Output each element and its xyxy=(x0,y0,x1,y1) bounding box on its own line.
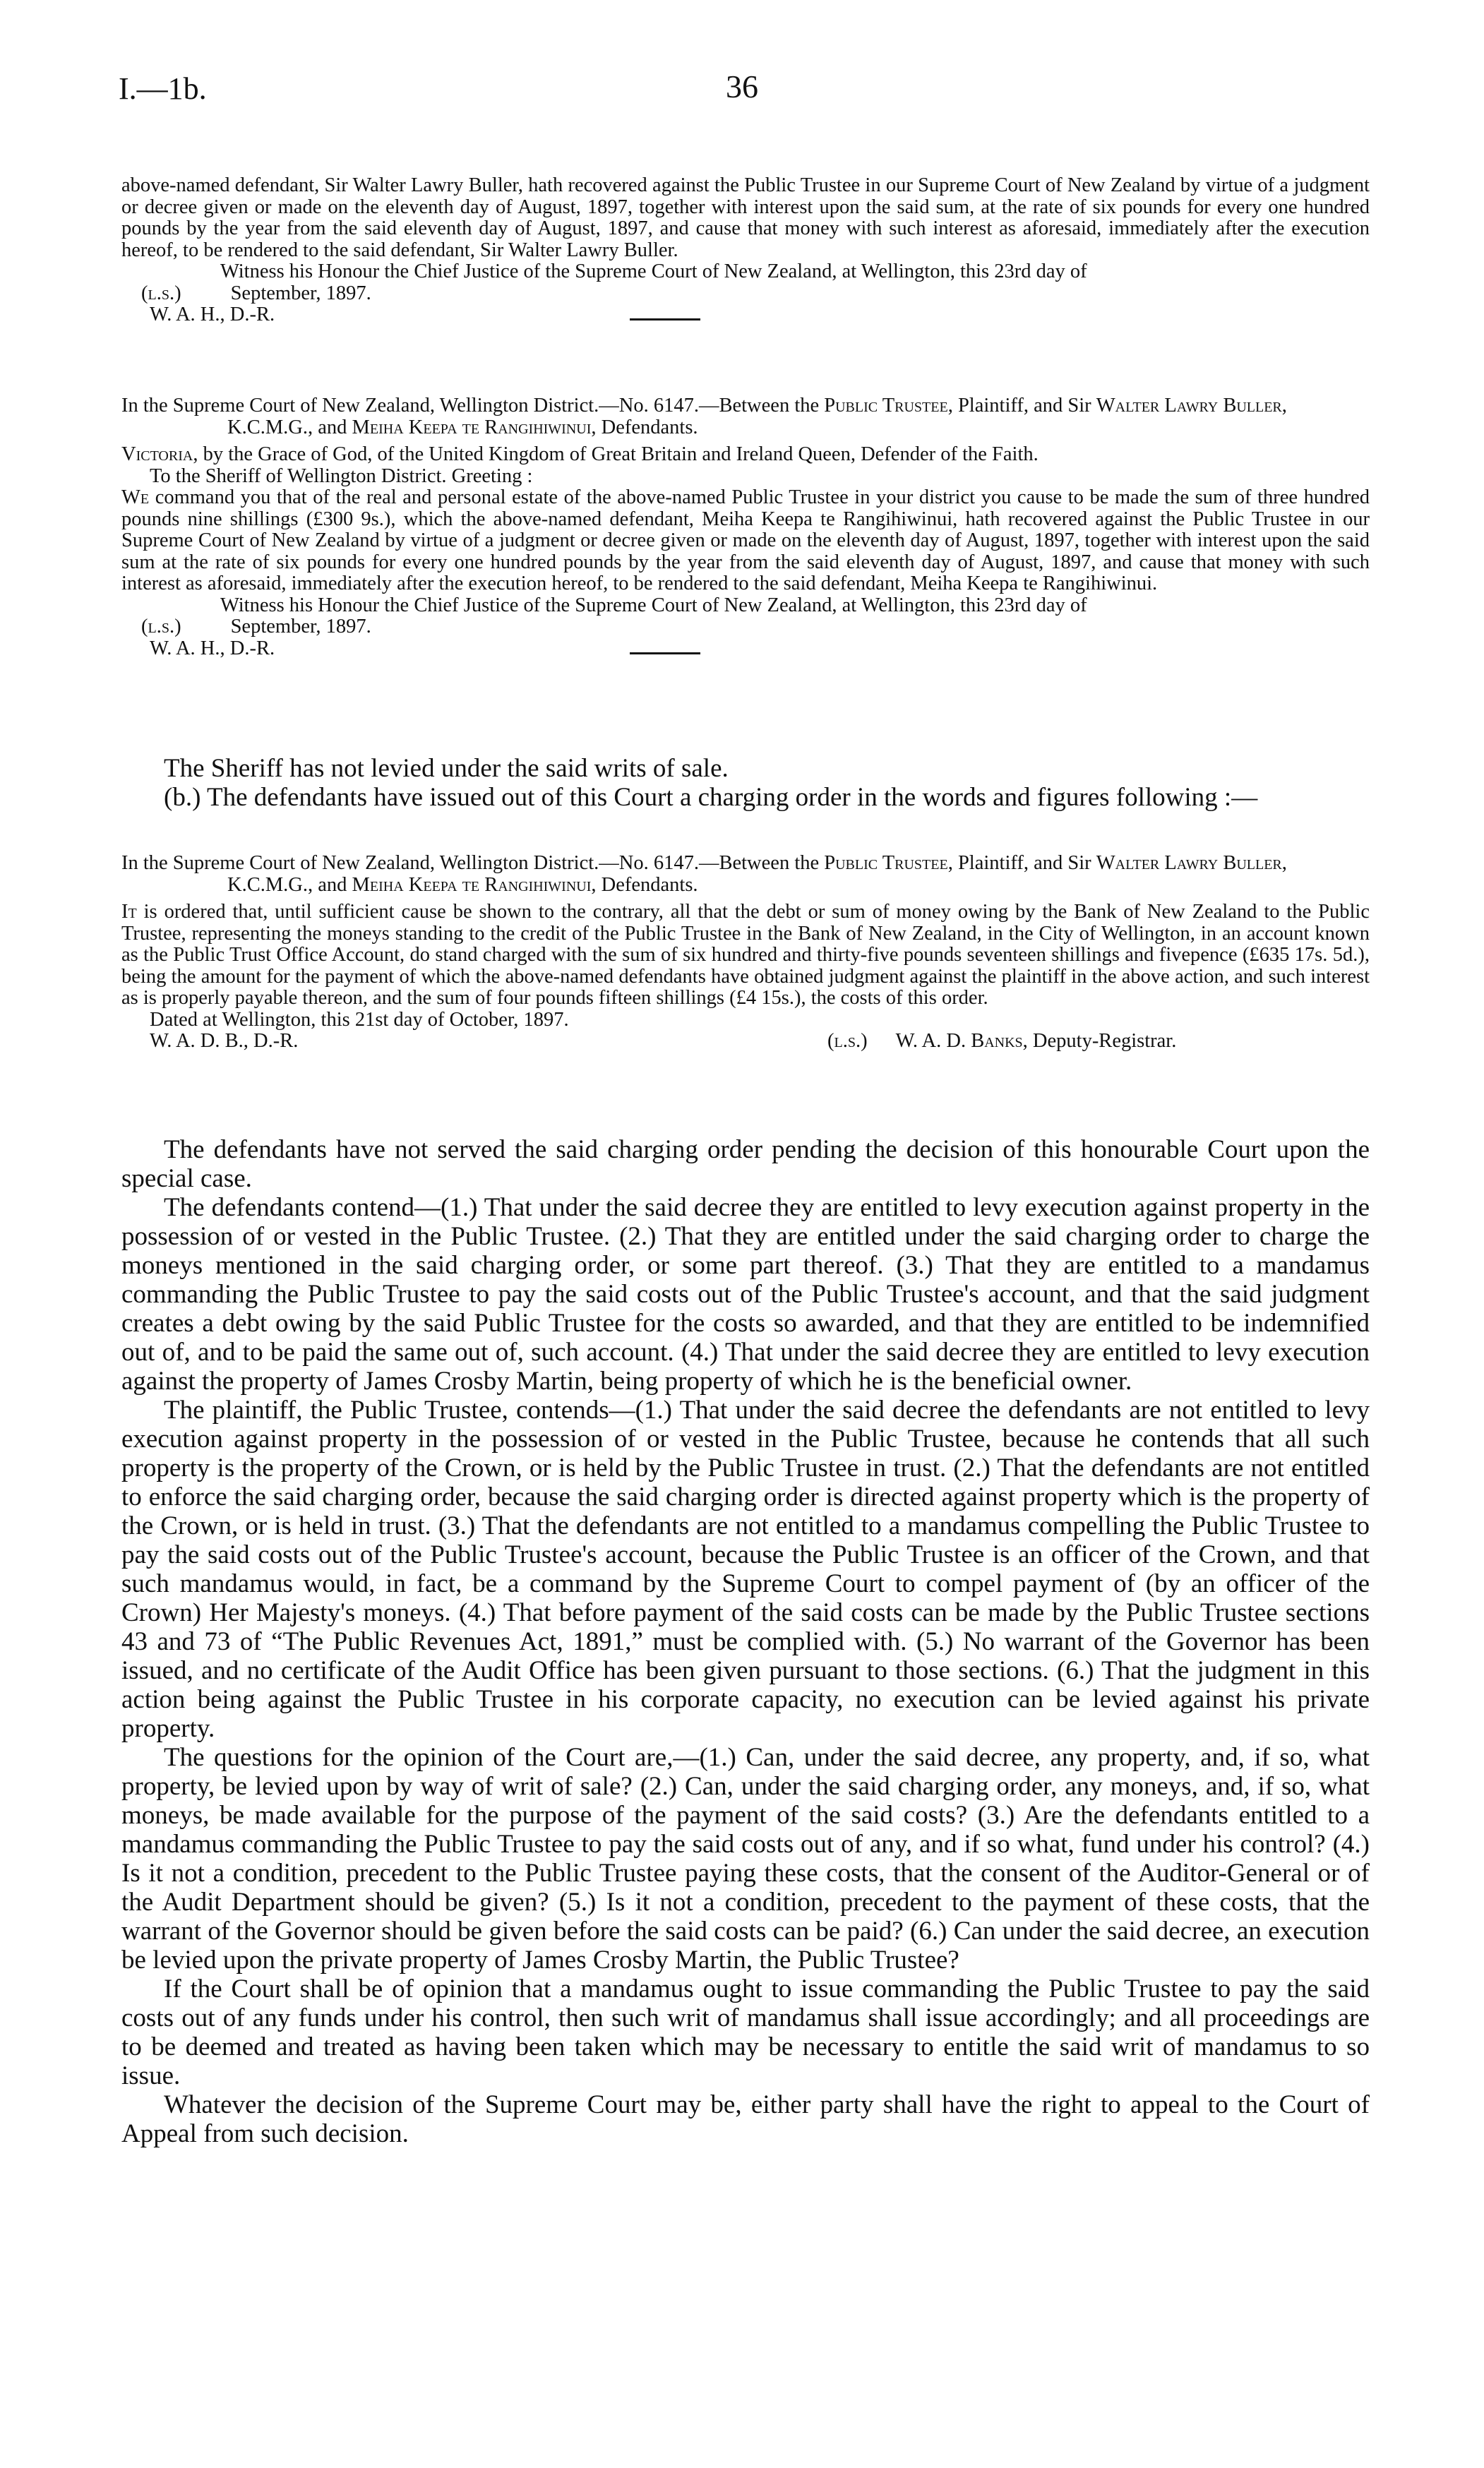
paragraph-mandamus: If the Court shall be of opinion that a mandamus ought to issue commanding the Public Trustee to pay the said costs out of any funds under his control, then such writ of mandamus shall issue accordingly; and all proceedings are to be deemed and treated as having been taken which may be necessary to entitle the said writ of mandamus to so issue. xyxy=(121,1975,1370,2090)
paragraph-defendants-contend: The defendants contend—(1.) That under the said decree they are entitled to levy execution against property in the possession of or vested in the Public Trustee. (2.) That they are entitled under the said charging order to charge the moneys mentioned in the said charging order, or some part thereof. (3.) That they are entitled to a mandamus commanding the Public Trustee to pay the said costs out of the Public Trustee's account, and that the said judgment creates a debt owing by the said Public Trustee for the costs so awarded, and that they are entitled to be indemnified out of, and to be paid the same out of, such account. (4.) That under the said decree they are entitled to levy execution against the property of James Crosby Martin, being property of which he is the beneficial owner. xyxy=(121,1193,1370,1396)
writ-body: We command you that of the real and personal estate of the above-named Public Trustee in your district you cause to be made the sum of three hundred pounds nine shillings (£300 9s.), which the above-named defendant, Meiha Keepa te Rangihiwinui, hath recovered against the Public Trustee in our Supreme Court of New Zealand by virtue of a judgment or decree given or made on the eleventh day of August, 1897, together with interest upon the said sum at the rate of six pounds for every one hundred pounds by the year from the said eleventh day of August, 1897, and cause that money with such interest as aforesaid, immediately after the execution hereof, to be rendered to the said defendant, Meiha Keepa te Rangihiwinui. xyxy=(121,486,1370,594)
charging-order-intro: (b.) The defendants have issued out of this Court a charging order in the words and figures following :— xyxy=(164,783,1258,812)
writ-preamble: Victoria, by the Grace of God, of the United Kingdom of Great Britain and Ireland Queen, Defender of the Faith. xyxy=(121,443,1039,465)
case-caption: In the Supreme Court of New Zealand, Wellington District.—No. 6147.—Between the Public Trustee, Plaintiff, and Sir Walter Lawry Buller, K.C.M.G., and Meiha Keepa te Rangihiwinui, Defendants. xyxy=(121,852,1287,896)
page-number: 36 xyxy=(726,68,758,104)
charging-order xyxy=(121,853,1370,1053)
paragraph-not-served: The defendants have not served the said charging order pending the decision of this honourable Court upon the special case. xyxy=(121,1135,1370,1193)
witness-clause: Witness his Honour the Chief Justice of the Supreme Court of New Zealand, at Wellington, this 23rd day of xyxy=(220,260,1087,282)
witness-clause: Witness his Honour the Chief Justice of the Supreme Court of New Zealand, at Wellington, this 23rd day of xyxy=(220,594,1087,616)
divider xyxy=(630,652,700,654)
case-caption: In the Supreme Court of New Zealand, Wellington District.—No. 6147.—Between the Public Trustee, Plaintiff, and Sir Walter Lawry Buller, K.C.M.G., and Meiha Keepa te Rangihiwinui, Defendants. xyxy=(121,395,1287,438)
seal-mark: (l.s.) xyxy=(141,282,181,304)
paragraph-plaintiff-contends: The plaintiff, the Public Trustee, contends—(1.) That under the said decree the defendants are not entitled to levy execution against property in the possession of or vested in the Public Trustee, because he contends that all such property is the property of the Crown, or is held by the Public Trustee in trust. (2.) That the defendants are not entitled to enforce the said charging order, because the said charging order is directed against property which is the property of the Crown, or is held in trust. (3.) That the defendants are not entitled to a mandamus compelling the Public Trustee to pay the said costs out of the Public Trustee's account, because the Public Trustee is an officer of the Crown, and that such mandamus would, in fact, be a command by the Supreme Court to compel payment of (by an officer of the Crown) Her Majesty's moneys. (4.) That before payment of the said costs can be made by the Public Trustee sections 43 and 73 of “The Public Revenues Act, 1891,” must be complied with. (5.) No warrant of the Governor has been issued, and no certificate of the Audit Office has been given pursuant to those sections. (6.) That the judgment in this action being against the Public Trustee in his corporate capacity, no execution can be levied against his private property. xyxy=(121,1396,1370,1743)
order-body: It is ordered that, until sufficient cause be shown to the contrary, all that the debt or sum of money owing by the Bank of New Zealand to the Public Trustee, representing the moneys standing to the credit of the Public Trustee in the Bank of New Zealand, in the City of Wellington, in an account known as the Public Trust Office Account, do stand charged with the sum of six hundred and thirty-five pounds seventeen shillings and fivepence (£635 17s. 5d.), being the amount for the payment of which the above-named defendants have obtained judgment against the plaintiff in the above action, and such interest as is properly payable thereon, and the sum of four pounds fifteen shillings (£4 15s.), the costs of this order. xyxy=(121,901,1370,1009)
sheriff-section xyxy=(121,754,1370,812)
writ-buller xyxy=(121,175,1370,326)
document-reference: I.—1b. xyxy=(119,71,207,106)
sheriff-statement: The Sheriff has not levied under the said writs of sale. xyxy=(164,754,729,783)
seal-mark: (l.s.) xyxy=(827,1030,868,1052)
order-date: Dated at Wellington, this 21st day of October, 1897. xyxy=(150,1008,569,1031)
order-initials: W. A. D. B., D.-R. xyxy=(150,1030,299,1052)
seal-mark: (l.s.) xyxy=(141,616,181,637)
writ-date: September, 1897. xyxy=(230,616,371,637)
signature: W. A. H., D.-R. xyxy=(150,637,275,659)
paragraph-appeal: Whatever the decision of the Supreme Court may be, either party shall have the right to appeal to the Court of Appeal from such decision. xyxy=(121,2090,1370,2148)
signature: W. A. H., D.-R. xyxy=(150,304,275,325)
paragraph-questions: The questions for the opinion of the Court are,—(1.) Can, under the said decree, any property, and, if so, what property, be levied upon by way of writ of sale? (2.) Can, under the said charging order, any moneys, and, if so, what moneys, be made available for the purpose of the payment of the said costs? (3.) Are the defendants entitled to a mandamus commanding the Public Trustee to pay the said costs out of any, and if so what, fund under his control? (4.) Is it not a condition, precedent to the Public Trustee paying these costs, that the consent of the Auditor-General or of the Audit Department should be given? (5.) Is it not a condition, precedent to the payment of these costs, that the warrant of the Governor should be given before the said costs can be paid? (6.) Can under the said decree, an execution be levied upon the private property of James Crosby Martin, the Public Trustee? xyxy=(121,1743,1370,1975)
divider xyxy=(630,318,700,321)
special-case-body xyxy=(121,1135,1370,2148)
registrar-signature: W. A. D. Banks, Deputy-Registrar. xyxy=(895,1030,1177,1052)
writ-date: September, 1897. xyxy=(230,282,371,304)
writ-address: To the Sheriff of Wellington District. Greeting : xyxy=(150,465,533,487)
writ-meiha-keepa xyxy=(121,395,1370,659)
writ-body: above-named defendant, Sir Walter Lawry Buller, hath recovered against the Public Trustee in our Supreme Court of New Zealand by virtue of a judgment or decree given or made on the eleventh day of August, 1897, together with interest upon the said sum, at the rate of six pounds for every one hundred pounds by the year from the said eleventh day of August, 1897, and cause that money with such interest as aforesaid, immediately after the execution hereof, to be rendered to the said defendant, Sir Walter Lawry Buller. xyxy=(121,174,1370,261)
